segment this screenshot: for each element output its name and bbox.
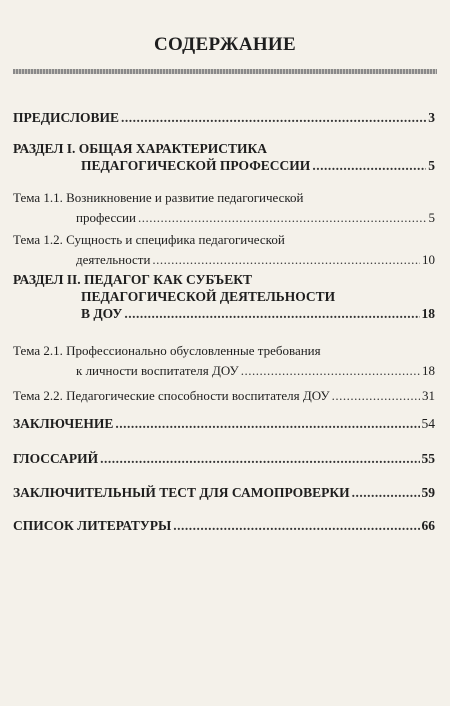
toc-entry-topic-1-2[interactable] [13, 232, 435, 268]
leader-dots [121, 110, 426, 126]
leader-dots [115, 416, 419, 432]
toc-entry-title: Тема 1.1. Возникновение и развитие педагогической [13, 190, 304, 205]
toc-entry-final-test[interactable] [13, 485, 435, 501]
toc-entry-title: РАЗДЕЛ II. ПЕДАГОГ КАК СУБЪЕКТ [13, 272, 253, 287]
toc-page-number: 3 [428, 110, 435, 125]
toc-entry-title-cont: профессии [76, 210, 136, 225]
leader-dots [138, 210, 427, 226]
toc-entry-preface[interactable] [13, 110, 435, 126]
toc-entry-title: СПИСОК ЛИТЕРАТУРЫ [13, 518, 172, 533]
toc-page-number: 55 [421, 451, 435, 466]
toc-entry-topic-2-2[interactable] [13, 388, 435, 404]
toc-entry-bibliography[interactable] [13, 518, 435, 534]
leader-dots [241, 363, 420, 379]
toc-entry-title-cont: ПЕДАГОГИЧЕСКОЙ ДЕЯТЕЛЬНОСТИ [81, 289, 336, 304]
leader-dots [352, 485, 420, 501]
toc-page-number: 18 [422, 363, 435, 378]
toc-entry-topic-2-1[interactable] [13, 343, 435, 379]
toc-page-number: 54 [421, 416, 435, 431]
toc-page-number: 5 [428, 158, 435, 173]
toc-page-number: 5 [428, 210, 435, 225]
toc-entry-title: ГЛОССАРИЙ [13, 451, 99, 466]
toc-page-number: 10 [422, 252, 435, 267]
toc-entry-topic-1-1[interactable] [13, 190, 435, 226]
toc-page-number: 18 [421, 306, 435, 321]
leader-dots [100, 451, 419, 467]
toc-entry-title: РАЗДЕЛ I. ОБЩАЯ ХАРАКТЕРИСТИКА [13, 141, 268, 156]
leader-dots [152, 252, 420, 268]
toc-entry-title: ПРЕДИСЛОВИЕ [13, 110, 120, 125]
toc-entry-conclusion[interactable] [13, 416, 435, 432]
toc-entry-title: ЗАКЛЮЧЕНИЕ [13, 416, 114, 431]
toc-entry-title-cont: деятельности [76, 252, 151, 267]
leader-dots [312, 158, 426, 174]
toc-page-number: 66 [421, 518, 435, 533]
toc-entry-title-cont: В ДОУ [81, 306, 123, 321]
leader-dots [332, 388, 420, 404]
page-title: СОДЕРЖАНИЕ [154, 34, 296, 55]
toc-entry-title: Тема 1.2. Сущность и специфика педагогической [13, 232, 285, 247]
toc-entry-title: Тема 2.2. Педагогические способности воспитателя ДОУ [13, 388, 330, 403]
toc-entry-glossary[interactable] [13, 451, 435, 467]
toc-entry-title: Тема 2.1. Профессионально обусловленные требования [13, 343, 321, 358]
toc-entry-title: ЗАКЛЮЧИТЕЛЬНЫЙ ТЕСТ ДЛЯ САМОПРОВЕРКИ [13, 485, 350, 500]
leader-dots [173, 518, 419, 534]
toc-entry-title-cont: к личности воспитателя ДОУ [76, 363, 239, 378]
leader-dots [124, 306, 419, 322]
toc-page-number: 31 [422, 388, 435, 403]
toc-entry-section-2[interactable] [13, 272, 435, 322]
toc-entry-section-1[interactable] [13, 141, 435, 174]
toc-page-number: 59 [421, 485, 435, 500]
title-divider [13, 69, 437, 74]
toc-entry-title-cont: ПЕДАГОГИЧЕСКОЙ ПРОФЕССИИ [81, 158, 311, 173]
